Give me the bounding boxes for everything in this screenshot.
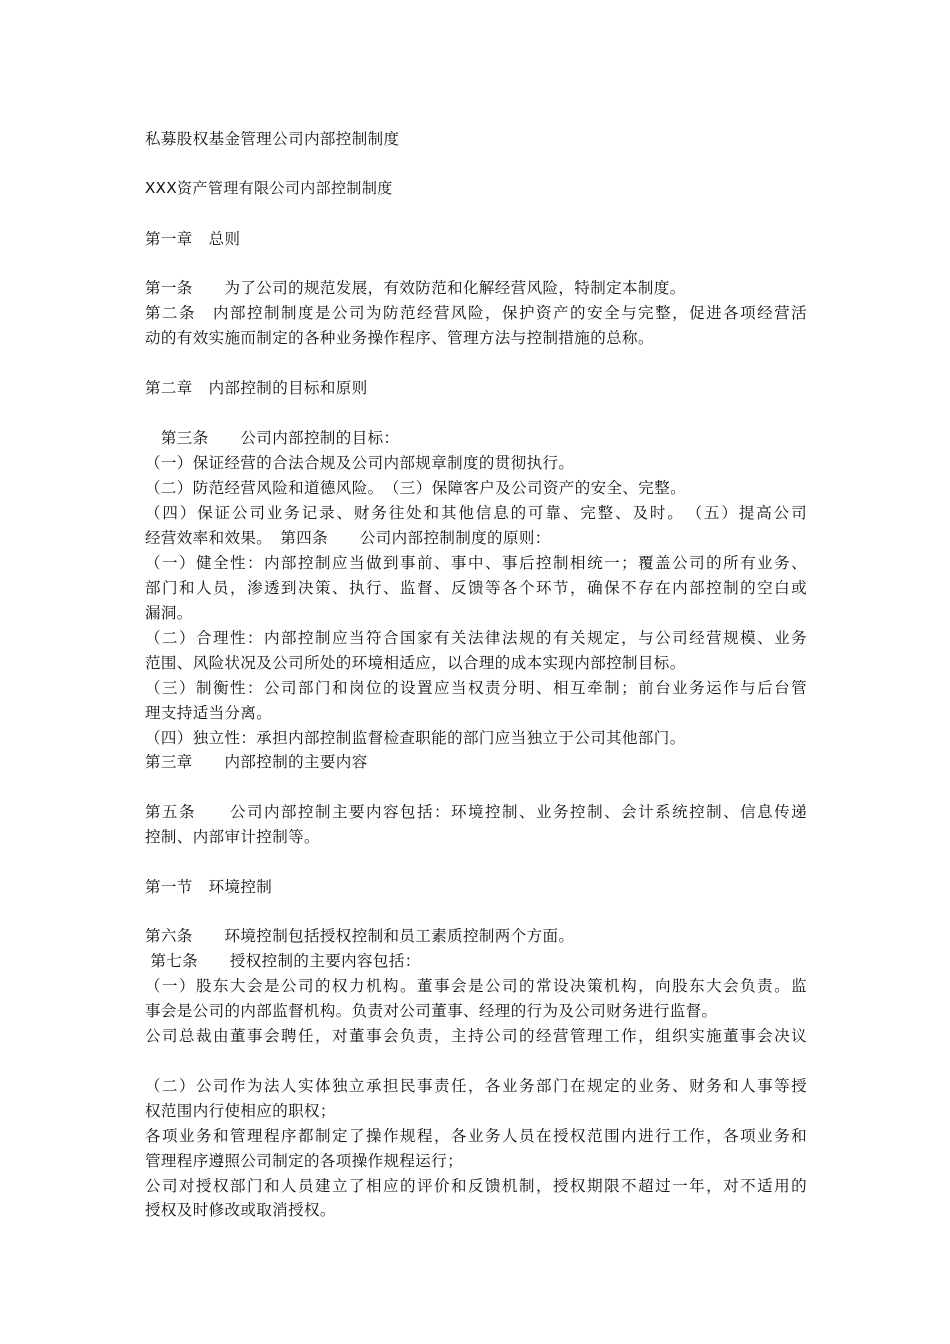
authorization-2-line-5: 公司对授权部门和人员建立了相应的评价和反馈机制，授权期限不超过一年，对不适用的 — [145, 1177, 807, 1195]
authorization-1-line-1: （一）股东大会是公司的权力机构。董事会是公司的常设决策机构，向股东大会负责。监 — [145, 977, 807, 995]
article-6: 第六条 环境控制包括授权控制和员工素质控制两个方面。 — [145, 927, 575, 945]
article-1: 第一条 为了公司的规范发展，有效防范和化解经营风险，特制定本制度。 — [145, 279, 686, 297]
authorization-1-line-2: 事会是公司的内部监督机构。负责对公司董事、经理的行为及公司财务进行监督。 — [145, 1002, 718, 1020]
principle-1-line-2: 部门和人员，渗透到决策、执行、监督、反馈等各个环节，确保不存在内部控制的空白或 — [145, 579, 807, 597]
authorization-2-line-3: 各项业务和管理程序都制定了操作规程，各业务人员在授权范围内进行工作，各项业务和 — [145, 1127, 807, 1145]
authorization-2-line-1: （二）公司作为法人实体独立承担民事责任，各业务部门在规定的业务、财务和人事等授 — [145, 1077, 807, 1095]
objective-4-5: （四）保证公司业务记录、财务往处和其他信息的可靠、完整、及时。 （五）提高公司 — [145, 504, 807, 522]
principle-3-line-1: （三）制衡性：公司部门和岗位的设置应当权责分明、相互牵制；前台业务运作与后台管 — [145, 679, 807, 697]
authorization-2-line-2: 权范围内行使相应的职权； — [145, 1102, 336, 1120]
authorization-2-line-4: 管理程序遵照公司制定的各项操作规程运行； — [145, 1152, 464, 1170]
principle-1-line-3: 漏洞。 — [145, 604, 193, 622]
principle-3-line-2: 理支持适当分离。 — [145, 704, 273, 722]
document-subtitle: XXX资产管理有限公司内部控制制度 — [145, 179, 393, 197]
objective-2-3: （二）防范经营风险和道德风险。 （三）保障客户及公司资产的安全、完整。 — [145, 479, 687, 497]
chapter-1-heading: 第一章 总则 — [145, 230, 241, 248]
objective-1: （一）保证经营的合法合规及公司内部规章制度的贯彻执行。 — [145, 454, 575, 472]
article-7: 第七条 授权控制的主要内容包括： — [145, 952, 421, 970]
article-5-line-2: 控制、内部审计控制等。 — [145, 828, 320, 846]
document-title: 私募股权基金管理公司内部控制制度 — [145, 130, 400, 148]
principle-4: （四）独立性：承担内部控制监督检查职能的部门应当独立于公司其他部门。 — [145, 729, 686, 747]
chapter-2-heading: 第二章 内部控制的目标和原则 — [145, 379, 368, 397]
article-2-line-2: 动的有效实施而制定的各种业务操作程序、管理方法与控制措施的总称。 — [145, 329, 654, 347]
chapter-3-heading: 第三章 内部控制的主要内容 — [145, 753, 368, 771]
authorization-2-line-6: 授权及时修改或取消授权。 — [145, 1201, 336, 1219]
principle-2-line-2: 范围、风险状况及公司所处的环境相适应，以合理的成本实现内部控制目标。 — [145, 654, 686, 672]
principle-1-line-1: （一）健全性：内部控制应当做到事前、事中、事后控制相统一；覆盖公司的所有业务、 — [145, 554, 807, 572]
principle-2-line-1: （二）合理性：内部控制应当符合国家有关法律法规的有关规定，与公司经营规模、业务 — [145, 629, 807, 647]
article-5-line-1: 第五条 公司内部控制主要内容包括：环境控制、业务控制、会计系统控制、信息传递 — [145, 803, 807, 821]
authorization-1-line-3: 公司总裁由董事会聘任，对董事会负责，主持公司的经营管理工作，组织实施董事会决议 — [145, 1027, 807, 1045]
article-2-line-1: 第二条 内部控制制度是公司为防范经营风险，保护资产的安全与完整，促进各项经营活 — [145, 304, 807, 322]
section-1-heading: 第一节 环境控制 — [145, 878, 273, 896]
article-3: 第三条 公司内部控制的目标： — [145, 429, 400, 447]
article-4: 经营效率和效果。 第四条 公司内部控制制度的原则： — [145, 529, 551, 547]
